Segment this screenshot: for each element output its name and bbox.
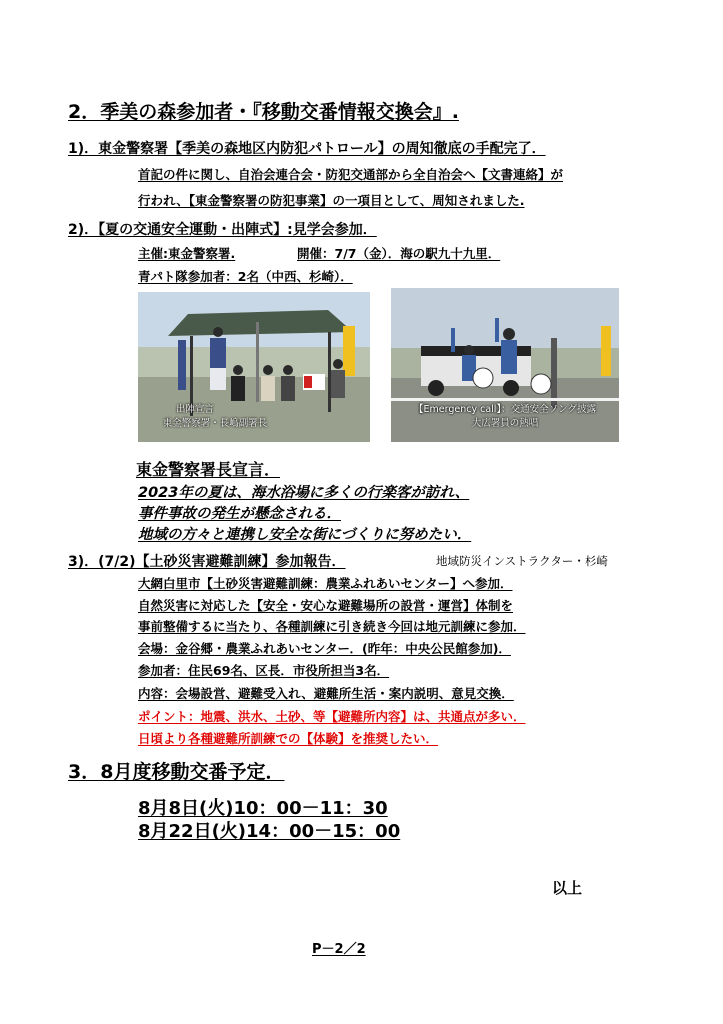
item3-reporter: 地域防災インストラクター・杉崎 <box>436 554 608 568</box>
photo2-caption-1: 【Emergency call】：交通安全ソング披露 <box>414 404 596 415</box>
photo-ceremony-declaration <box>138 292 370 442</box>
section3-heading: 3．8月度移動交番予定． <box>68 761 285 783</box>
item3-line-4: 会場：金谷郷・農業ふれあいセンター．(昨年：中央公民館参加)． <box>138 641 511 656</box>
declaration-title: 東金警察署長宣言． <box>136 460 281 479</box>
item2-organizer: 主催:東金警察署. <box>138 246 236 261</box>
schedule-item-2: 8月22日(火)14：00－15：00 <box>138 821 401 842</box>
item2-date: 開催：7/7（金）．海の駅九十九里． <box>297 246 501 261</box>
item3-line-3: 事前整備するに当たり、各種訓練に引き続き今回は地元訓練に参加． <box>138 619 526 634</box>
item3-point-line-2: 日頃より各種避難所訓練での【体験】を推奨したい． <box>138 731 439 746</box>
item3-line-2: 自然災害に対応した【安全・安心な避難場所の設営・運営】体制を <box>138 598 514 613</box>
declaration-line-2: 事件事故の発生が懸念される． <box>138 506 341 522</box>
item3-point-line-1: ポイント：地震、洪水、土砂、等【避難所内容】は、共通点が多い． <box>138 709 526 724</box>
item3-heading: 3)．(7/2)【土砂災害避難訓練】参加報告． <box>68 554 346 570</box>
item3-line-1: 大網白里市【土砂災害避難訓練：農業ふれあいセンター】へ参加． <box>138 576 513 591</box>
page-number: P－2／2 <box>312 942 366 957</box>
item3-line-6: 内容：会場設営、避難受入れ、避難所生活・案内説明、意見交換． <box>138 686 514 701</box>
photo1-caption-2: 東金警察署・長嶋副署長 <box>162 418 268 429</box>
photo-emergency-call <box>391 288 619 442</box>
declaration-line-1: 2023年の夏は、海水浴場に多くの行楽客が訪れ、 <box>138 485 470 501</box>
item2-heading: 2)．【夏の交通安全運動・出陣式】:見学会参加． <box>68 222 377 238</box>
item1-heading: 1)．東金警察署【季美の森地区内防犯パトロール】の周知徹底の手配完了． <box>68 141 546 157</box>
item1-line-2: 行われ、【東金警察署の防犯事業】の一項目として、周知されました. <box>138 193 525 208</box>
closing-text: 以上 <box>552 879 583 897</box>
item3-line-5: 参加者：住民69名、区長．市役所担当3名． <box>138 663 390 678</box>
schedule-item-1: 8月8日(火)10：00－11：30 <box>138 798 388 819</box>
item2-participants: 青パト隊参加者：2名（中西、杉崎）． <box>138 269 353 284</box>
item1-line-1: 首記の件に関し、自治会連合会・防犯交通部から全自治会へ【文書連絡】が <box>138 167 564 182</box>
photo2-caption-2: 大広署員の熱唱 <box>471 418 539 429</box>
declaration-line-3: 地域の方々と連携し安全な街にづくりに努めたい． <box>138 527 472 543</box>
photo1-caption-1: 出陣宣言 <box>175 404 214 415</box>
section2-heading: 2．季美の森参加者・『移動交番情報交換会』. <box>68 101 459 123</box>
